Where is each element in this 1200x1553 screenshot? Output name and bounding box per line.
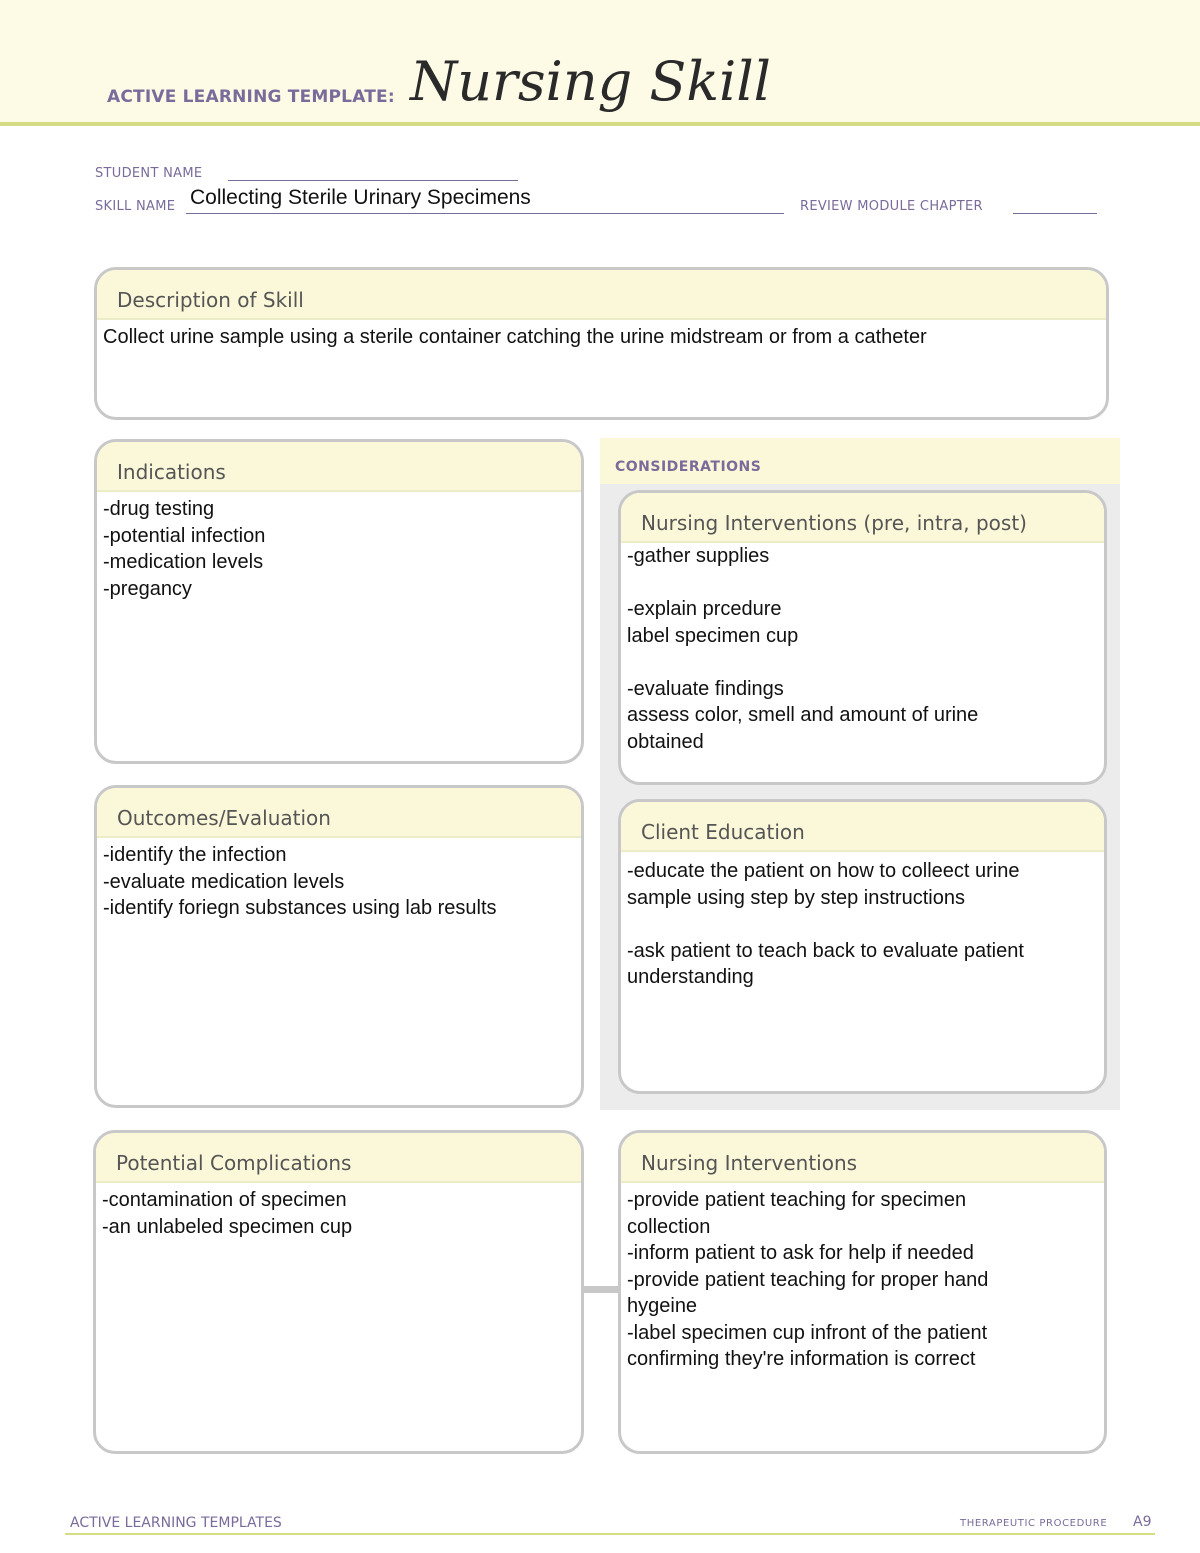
header-rule <box>0 122 1200 126</box>
text-line: label specimen cup <box>627 624 799 647</box>
text-line: Collect urine sample using a sterile container catching the urine midstream or from a catheter <box>103 326 927 348</box>
complications-body <box>96 1183 581 1240</box>
indications-title: Indications <box>117 460 226 484</box>
description-title: Description of Skill <box>117 288 304 312</box>
student-name-label: STUDENT NAME <box>95 166 203 181</box>
complications-box <box>93 1130 584 1454</box>
text-line: -gather supplies <box>627 545 770 567</box>
description-header <box>97 270 1106 320</box>
text-line: -medication levels <box>103 551 264 573</box>
text-line: -potential infection <box>103 524 266 547</box>
footer-right-label: THERAPEUTIC PROCEDURE <box>960 1518 1108 1529</box>
description-body <box>97 320 1106 351</box>
nursing-interventions-body <box>621 1183 1104 1373</box>
text-line: -identify the infection <box>103 844 287 866</box>
outcomes-box <box>94 785 584 1108</box>
nursing-interventions-pre-box <box>618 490 1107 785</box>
complications-title: Potential Complications <box>116 1151 352 1175</box>
text-line: sample using step by step instructions <box>627 886 965 909</box>
client-education-body <box>621 852 1104 991</box>
text-line: -identify foriegn substances using lab results <box>103 897 497 919</box>
footer-left-label: ACTIVE LEARNING TEMPLATES <box>70 1515 282 1531</box>
nursing-interventions-header <box>621 1133 1104 1183</box>
outcomes-body <box>97 838 581 922</box>
text-line: -inform patient to ask for help if needed <box>627 1242 974 1264</box>
outcomes-header <box>97 788 581 838</box>
indications-header <box>97 442 581 492</box>
review-module-field[interactable] <box>1013 213 1097 214</box>
nursing-interventions-box <box>618 1130 1107 1454</box>
client-education-header <box>621 802 1104 852</box>
review-module-label: REVIEW MODULE CHAPTER <box>800 199 983 214</box>
nursing-interventions-pre-title: Nursing Interventions (pre, intra, post) <box>641 511 1027 535</box>
page-title: Nursing Skill <box>410 50 771 113</box>
text-line: -provide patient teaching for specimen <box>627 1189 967 1211</box>
indications-body <box>97 492 581 602</box>
skill-name-label: SKILL NAME <box>95 199 176 214</box>
outcomes-title: Outcomes/Evaluation <box>117 806 331 830</box>
description-box <box>94 267 1109 420</box>
text-line <box>627 911 1098 938</box>
considerations-label: CONSIDERATIONS <box>615 459 762 475</box>
student-name-field[interactable] <box>228 180 518 181</box>
box-connector <box>583 1286 621 1293</box>
footer-rule <box>65 1533 1155 1535</box>
text-line: -label specimen cup infront of the patient <box>627 1321 988 1344</box>
text-line: -educate the patient on how to colleect urine <box>627 860 1020 882</box>
template-label: ACTIVE LEARNING TEMPLATE: <box>107 87 395 107</box>
text-line: assess color, smell and amount of urine <box>627 704 979 726</box>
text-line: confirming they're information is correct <box>627 1348 976 1370</box>
nursing-interventions-title: Nursing Interventions <box>641 1151 858 1175</box>
complications-header <box>96 1133 581 1183</box>
client-education-box <box>618 799 1107 1094</box>
nursing-interventions-pre-body <box>621 543 1104 755</box>
text-line: -drug testing <box>103 498 215 520</box>
client-education-title: Client Education <box>641 820 805 844</box>
skill-name-field[interactable] <box>186 213 784 214</box>
text-line <box>627 649 1098 676</box>
text-line: obtained <box>627 730 704 753</box>
nursing-interventions-pre-header <box>621 493 1104 543</box>
text-line: -contamination of specimen <box>102 1189 347 1211</box>
text-line: -pregancy <box>103 577 192 600</box>
text-line: hygeine <box>627 1295 698 1317</box>
text-line: -evaluate findings <box>627 677 784 700</box>
text-line: -an unlabeled specimen cup <box>102 1215 353 1238</box>
text-line: -ask patient to teach back to evaluate patient <box>627 939 1024 962</box>
text-line: -explain prcedure <box>627 598 782 620</box>
text-line: collection <box>627 1215 711 1238</box>
page-number: A9 <box>1133 1514 1152 1530</box>
text-line: understanding <box>627 966 754 988</box>
text-line: -evaluate medication levels <box>103 870 345 893</box>
text-line: -provide patient teaching for proper hand <box>627 1268 989 1291</box>
skill-name-value: Collecting Sterile Urinary Specimens <box>190 186 531 209</box>
indications-box <box>94 439 584 764</box>
text-line <box>627 570 1098 597</box>
